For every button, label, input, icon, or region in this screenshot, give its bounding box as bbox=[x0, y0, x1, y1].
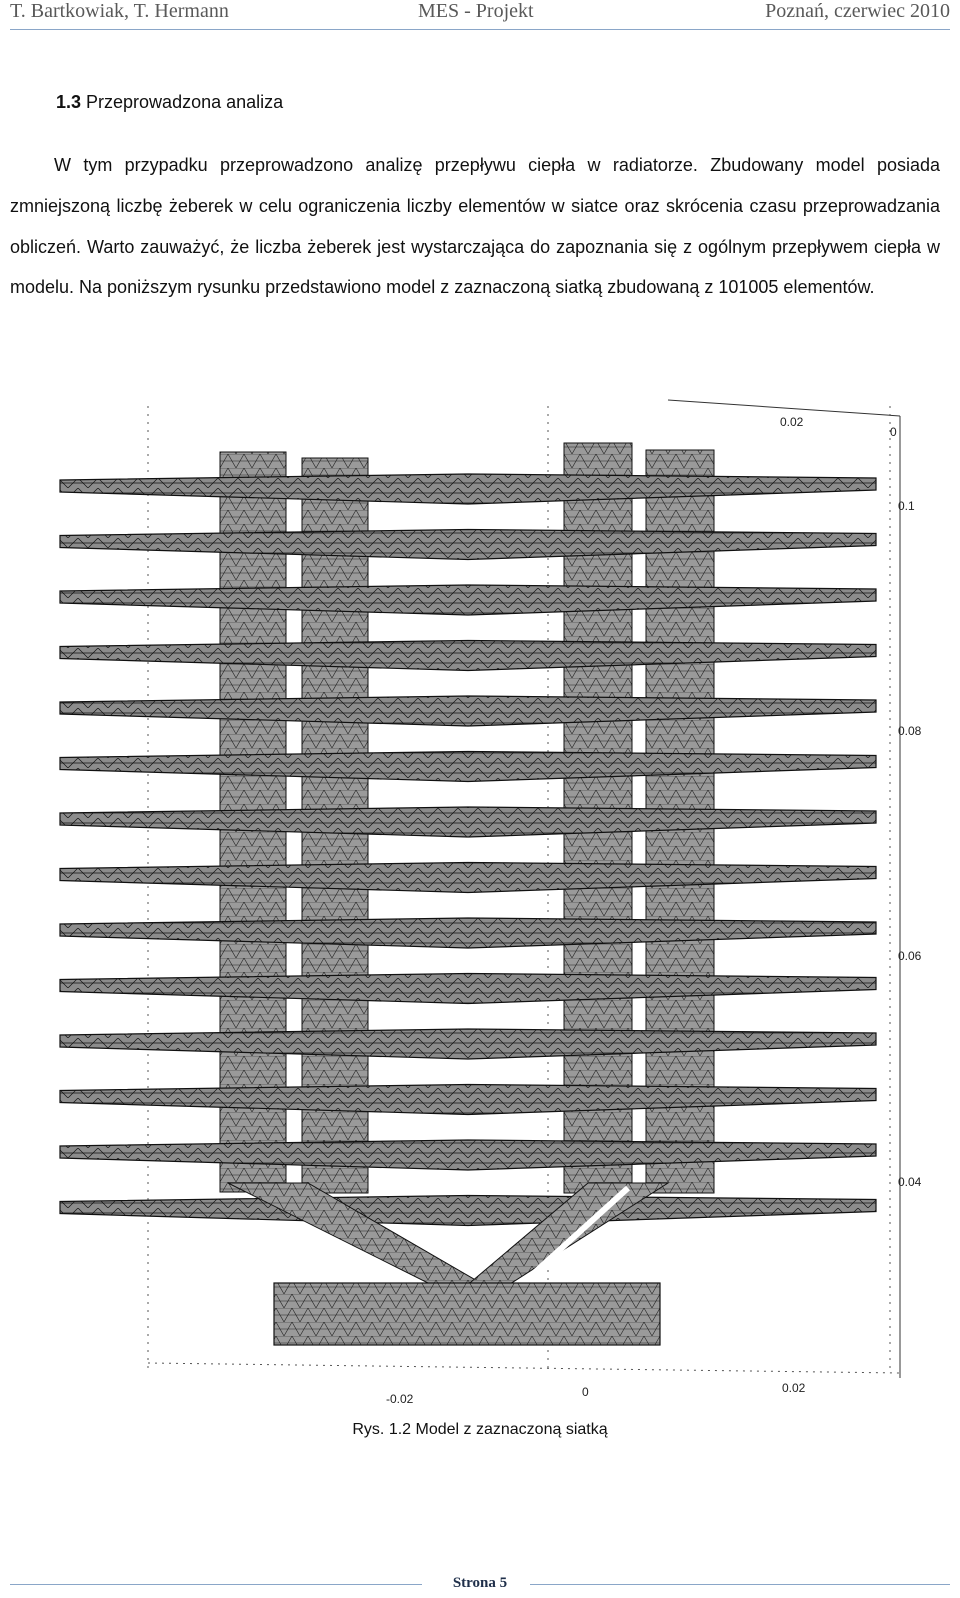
mesh-figure bbox=[28, 398, 938, 1413]
cooling-fin bbox=[60, 974, 876, 1004]
axis-bottom-edge bbox=[148, 1363, 900, 1373]
cooling-fin bbox=[60, 1196, 876, 1226]
axis-top-tick: 0.02 bbox=[780, 415, 804, 429]
section-heading bbox=[56, 92, 283, 113]
header-rule bbox=[10, 29, 950, 30]
page-header bbox=[10, 0, 950, 28]
axis-x-tick-2: 0.02 bbox=[782, 1381, 806, 1395]
header-place-date: Poznań, czerwiec 2010 bbox=[765, 0, 950, 22]
cooling-fin bbox=[60, 641, 876, 671]
cooling-fin bbox=[60, 1085, 876, 1115]
cooling-fin bbox=[60, 807, 876, 837]
cooling-fin bbox=[60, 1029, 876, 1059]
axis-z-tick-1: 0.1 bbox=[898, 499, 915, 513]
cooling-fin bbox=[60, 474, 876, 504]
footer-rule-right bbox=[530, 1584, 950, 1585]
mesh-model-drawing bbox=[28, 398, 938, 1413]
page-number: Strona 5 bbox=[452, 1575, 508, 1591]
axis-z-tick-2: 0.08 bbox=[898, 724, 922, 738]
cooling-fin bbox=[60, 530, 876, 560]
header-project: MES - Projekt bbox=[418, 0, 534, 22]
axis-x-tick-1: 0 bbox=[582, 1385, 589, 1399]
cooling-fin bbox=[60, 863, 876, 893]
axis-z-tick-4: 0.04 bbox=[898, 1175, 922, 1189]
cooling-fin bbox=[60, 752, 876, 782]
paragraph-text: W tym przypadku przeprowadzono analizę przepływu ciepła w radiatorze. Zbudowany model posiada zmniejszoną liczbę żeberek w celu ograniczenia liczby elementów w siatce oraz skrócenia czasu przeprowadzania obliczeń. Warto zauważyć, że liczba żeberek jest wystarczająca do zapoznania się z ogólnym przepływem ciepła w modelu. Na poniższym rysunku przedstawiono model z zaznaczoną siatką zbudowaną z 101005 elementów. bbox=[10, 155, 940, 298]
cooling-fin bbox=[60, 1140, 876, 1170]
cooling-fin bbox=[60, 696, 876, 726]
axis-top-edge bbox=[668, 400, 900, 416]
axis-x-tick-0: -0.02 bbox=[386, 1392, 414, 1406]
axis-z-tick-3: 0.06 bbox=[898, 949, 922, 963]
header-authors: T. Bartkowiak, T. Hermann bbox=[10, 0, 229, 22]
section-number: 1.3 bbox=[56, 92, 82, 112]
base-block bbox=[274, 1283, 660, 1345]
axis-z-tick-0: 0 bbox=[890, 425, 897, 439]
fin-front-group bbox=[60, 474, 876, 1226]
body-paragraph bbox=[10, 145, 940, 308]
cooling-fin bbox=[60, 585, 876, 615]
cooling-fin bbox=[60, 918, 876, 948]
figure-caption: Rys. 1.2 Model z zaznaczoną siatką bbox=[352, 1421, 608, 1438]
section-title: Przeprowadzona analiza bbox=[81, 92, 284, 112]
footer-rule-left bbox=[10, 1584, 422, 1585]
